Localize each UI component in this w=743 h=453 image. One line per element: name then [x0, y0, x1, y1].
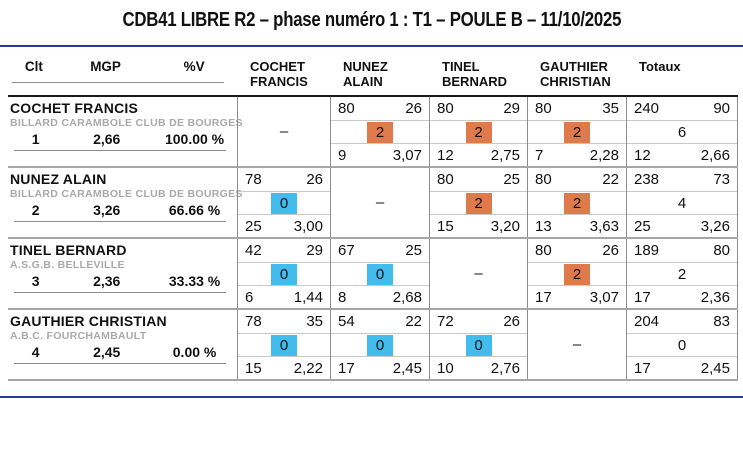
totals-cell — [626, 310, 738, 379]
total-match-points: 4 — [677, 194, 687, 212]
opponent-firstname: FRANCIS — [250, 74, 308, 89]
match-innings: 26 — [306, 171, 323, 188]
match-innings: 29 — [306, 242, 323, 259]
player-mgp: 2,36 — [93, 273, 121, 289]
match-cell — [527, 239, 626, 308]
self-match-cell — [237, 97, 330, 166]
match-points: 80 — [437, 171, 454, 188]
match-innings: 35 — [602, 100, 619, 117]
opponent-surname: TINEL — [442, 59, 480, 74]
self-match-cell — [330, 168, 429, 237]
header-clt: Clt — [24, 59, 43, 74]
total-highrun: 17 — [634, 359, 651, 377]
table-header-row — [8, 53, 738, 97]
header-opponent-gauthier — [527, 53, 626, 95]
match-points: 80 — [338, 100, 355, 117]
player-rank: 1 — [31, 131, 40, 147]
player-rank: 4 — [31, 344, 40, 360]
match-points-badge: 2 — [367, 122, 393, 143]
match-points-badge: 0 — [367, 335, 393, 356]
match-points-badge: 0 — [271, 335, 297, 356]
match-innings: 35 — [306, 313, 323, 330]
player-info-cell — [8, 168, 243, 237]
self-dash: – — [474, 265, 483, 282]
match-innings: 22 — [602, 171, 619, 188]
player-row-gauthier — [8, 310, 738, 381]
opponent-surname: GAUTHIER — [540, 59, 608, 74]
match-points-badge: 2 — [466, 122, 492, 143]
match-points: 67 — [338, 242, 355, 259]
match-innings: 22 — [405, 313, 422, 330]
match-average: 2,28 — [589, 146, 619, 164]
match-highrun: 13 — [535, 217, 552, 235]
player-name: COCHET FRANCIS — [10, 100, 139, 116]
player-mgp: 2,45 — [93, 344, 121, 360]
self-match-cell — [429, 239, 527, 308]
match-average: 2,45 — [392, 359, 422, 377]
match-cell — [330, 97, 429, 166]
match-cell — [330, 310, 429, 379]
player-mgp: 2,66 — [93, 131, 121, 147]
match-points: 80 — [535, 171, 552, 188]
top-rule — [0, 45, 743, 47]
match-cell — [237, 310, 330, 379]
match-highrun: 17 — [535, 288, 552, 306]
match-average: 2,68 — [392, 288, 422, 306]
match-highrun: 17 — [338, 359, 355, 377]
match-innings: 26 — [503, 313, 520, 330]
total-highrun: 25 — [634, 217, 651, 235]
player-underline — [14, 150, 226, 151]
match-average: 2,76 — [490, 359, 520, 377]
match-points-badge: 2 — [564, 122, 590, 143]
match-points-badge: 0 — [367, 264, 393, 285]
match-innings: 25 — [405, 242, 422, 259]
player-winpct: 100.00 % — [164, 131, 225, 147]
header-totaux: Totaux — [639, 59, 681, 74]
match-points: 78 — [245, 171, 262, 188]
player-mgp: 3,26 — [93, 202, 121, 218]
match-points-badge: 2 — [564, 264, 590, 285]
totals-cell — [626, 239, 738, 308]
total-match-points: 6 — [677, 123, 687, 141]
match-highrun: 25 — [245, 217, 262, 235]
player-underline — [14, 292, 226, 293]
match-average: 2,22 — [293, 359, 323, 377]
match-highrun: 8 — [338, 288, 347, 306]
self-dash: – — [279, 123, 289, 140]
total-innings: 83 — [713, 313, 730, 330]
total-innings: 73 — [713, 171, 730, 188]
self-dash: – — [375, 194, 385, 211]
total-average: 2,45 — [700, 359, 730, 377]
left-header-cell — [8, 53, 237, 95]
total-points: 240 — [634, 100, 660, 117]
match-points: 78 — [245, 313, 262, 330]
match-cell — [429, 310, 527, 379]
player-underline — [14, 363, 226, 364]
total-match-points: 2 — [677, 265, 687, 283]
match-points: 80 — [535, 100, 552, 117]
match-points: 42 — [245, 242, 262, 259]
header-opponent-tinel — [429, 53, 527, 95]
opponent-firstname: ALAIN — [343, 74, 383, 89]
match-points-badge: 2 — [466, 193, 492, 214]
player-info-cell — [8, 97, 243, 166]
bottom-rule — [0, 396, 743, 398]
total-innings: 80 — [713, 242, 730, 259]
total-innings: 90 — [713, 100, 730, 117]
match-innings: 29 — [503, 100, 520, 117]
match-cell — [429, 168, 527, 237]
page-header — [0, 9, 743, 41]
total-points: 189 — [634, 242, 660, 259]
player-info-cell — [8, 310, 237, 379]
player-name: GAUTHIER CHRISTIAN — [10, 313, 167, 329]
total-points: 204 — [634, 313, 660, 330]
self-dash: – — [572, 336, 582, 353]
match-points-badge: 0 — [271, 193, 297, 214]
player-row-nunez — [8, 168, 738, 239]
opponent-firstname: BERNARD — [442, 74, 507, 89]
match-points: 54 — [338, 313, 355, 330]
player-winpct: 66.66 % — [168, 202, 221, 218]
match-points-badge: 2 — [564, 193, 590, 214]
total-average: 3,26 — [700, 217, 730, 235]
match-average: 1,44 — [293, 288, 323, 306]
match-average: 3,07 — [392, 146, 422, 164]
total-average: 2,66 — [700, 146, 730, 164]
opponent-surname: COCHET — [250, 59, 305, 74]
header-opponent-cochet — [237, 53, 330, 95]
match-points: 80 — [437, 100, 454, 117]
results-table — [8, 53, 738, 381]
match-highrun: 15 — [245, 359, 262, 377]
match-average: 3,00 — [293, 217, 323, 235]
match-highrun: 7 — [535, 146, 544, 164]
player-row-cochet — [8, 97, 738, 168]
header-opponent-nunez — [330, 53, 429, 95]
header-underline — [12, 82, 224, 83]
total-average: 2,36 — [700, 288, 730, 306]
player-rank: 3 — [31, 273, 40, 289]
match-points: 80 — [535, 242, 552, 259]
match-innings: 25 — [503, 171, 520, 188]
total-points: 238 — [634, 171, 660, 188]
match-cell — [237, 239, 330, 308]
match-cell — [527, 168, 626, 237]
match-highrun: 15 — [437, 217, 454, 235]
player-rank: 2 — [31, 202, 40, 218]
total-highrun: 12 — [634, 146, 651, 164]
match-innings: 26 — [602, 242, 619, 259]
player-underline — [14, 221, 226, 222]
page-title: CDB41 LIBRE R2 – phase numéro 1 : T1 – POULE B – 11/10/2025 — [122, 9, 621, 31]
opponent-surname: NUNEZ — [343, 59, 388, 74]
match-cell — [429, 97, 527, 166]
player-club: A.B.C. FOURCHAMBAULT — [10, 330, 147, 342]
header-mgp: MGP — [90, 59, 121, 74]
header-winpct: %V — [183, 59, 205, 74]
match-highrun: 6 — [245, 288, 254, 306]
match-innings: 26 — [405, 100, 422, 117]
totals-cell — [626, 168, 738, 237]
match-highrun: 12 — [437, 146, 454, 164]
player-info-cell — [8, 239, 237, 308]
match-points: 72 — [437, 313, 454, 330]
player-winpct: 0.00 % — [172, 344, 217, 360]
player-club: BILLARD CARAMBOLE CLUB DE BOURGES — [10, 117, 243, 129]
match-average: 3,63 — [589, 217, 619, 235]
self-match-cell — [527, 310, 626, 379]
match-points-badge: 0 — [271, 264, 297, 285]
match-cell — [527, 97, 626, 166]
match-highrun: 9 — [338, 146, 347, 164]
match-highrun: 10 — [437, 359, 454, 377]
opponent-firstname: CHRISTIAN — [540, 74, 611, 89]
match-points-badge: 0 — [466, 335, 492, 356]
player-row-tinel — [8, 239, 738, 310]
match-average: 3,20 — [490, 217, 520, 235]
match-average: 3,07 — [589, 288, 619, 306]
player-club: BILLARD CARAMBOLE CLUB DE BOURGES — [10, 188, 243, 200]
match-average: 2,75 — [490, 146, 520, 164]
player-name: TINEL BERNARD — [10, 242, 127, 258]
player-club: A.S.G.B. BELLEVILLE — [10, 259, 125, 271]
total-highrun: 17 — [634, 288, 651, 306]
match-cell — [237, 168, 330, 237]
player-name: NUNEZ ALAIN — [10, 171, 107, 187]
player-winpct: 33.33 % — [168, 273, 221, 289]
totals-cell — [626, 97, 738, 166]
match-cell — [330, 239, 429, 308]
total-match-points: 0 — [677, 336, 687, 354]
